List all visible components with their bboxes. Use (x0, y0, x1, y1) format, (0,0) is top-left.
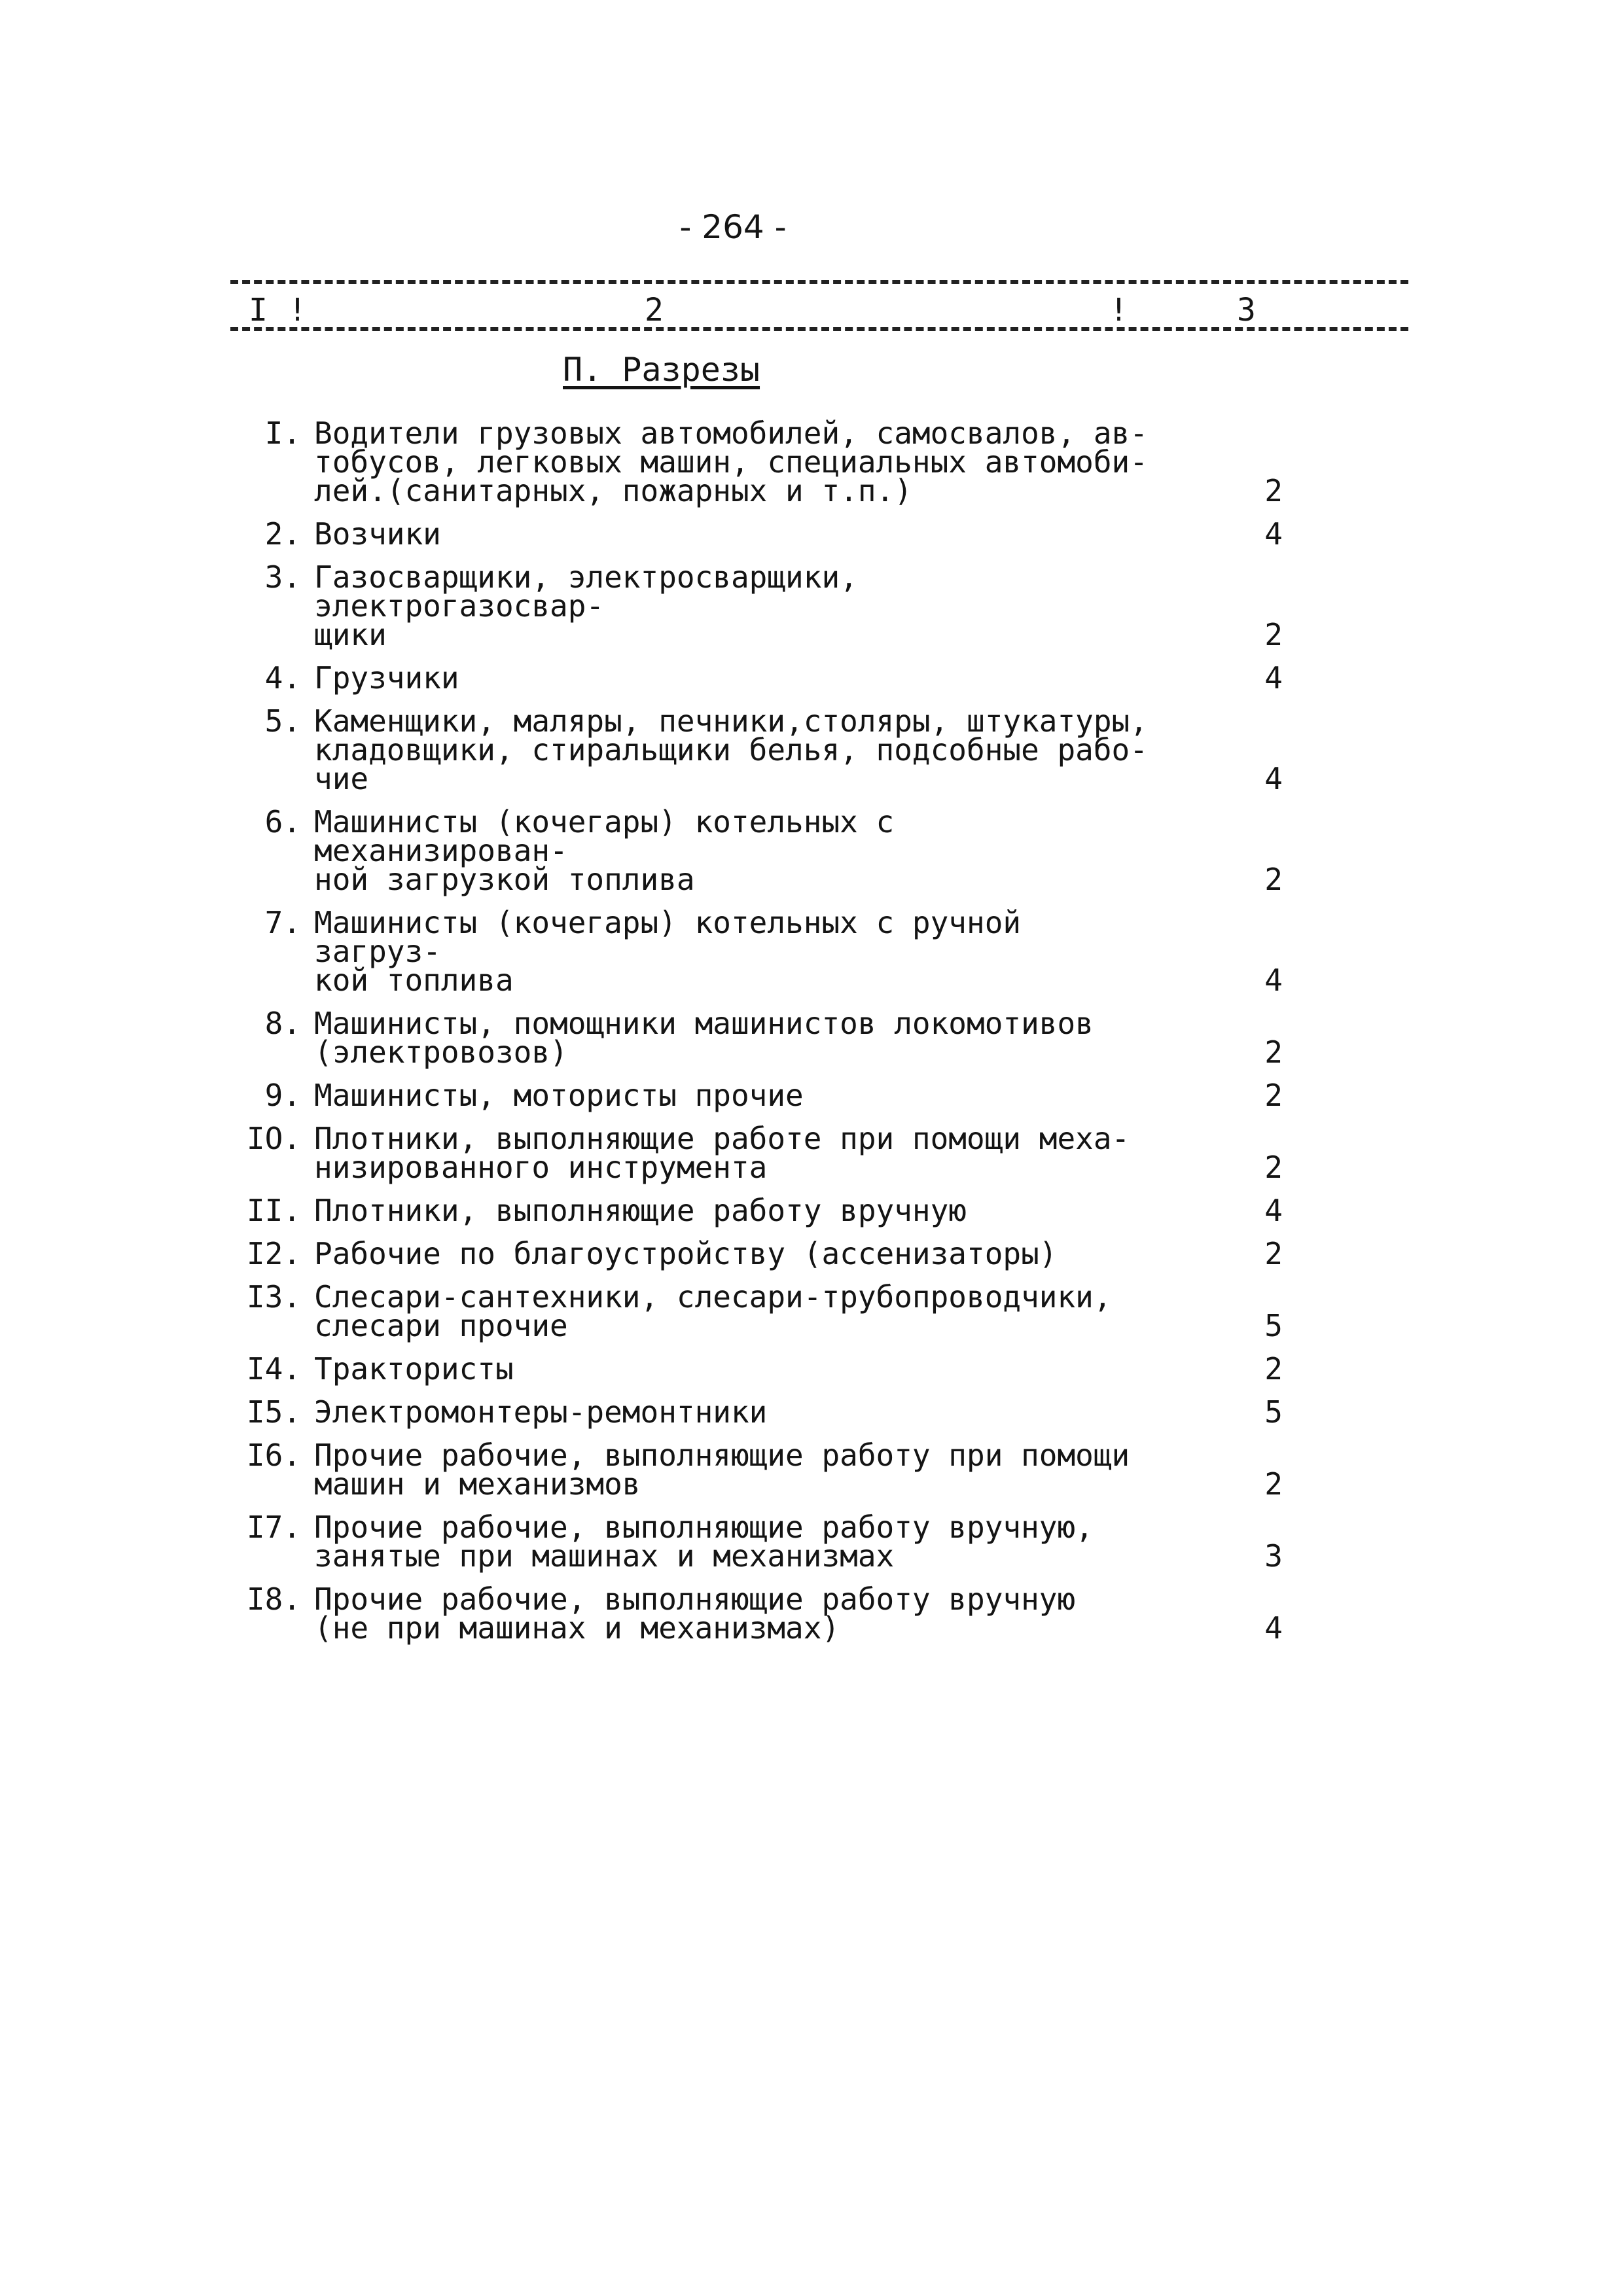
item-text: Машинисты, помощники машинистов локомотивов (электровозов) (314, 1006, 1094, 1070)
list-item (223, 1510, 1296, 1574)
item-value: 4 (1264, 660, 1283, 696)
item-number: 9. (264, 1078, 301, 1113)
list-item (223, 1438, 1296, 1502)
item-number: 6. (264, 804, 301, 839)
item-text: Электромонтеры-ремонтники (314, 1394, 768, 1430)
list-item (223, 804, 1296, 897)
item-value: 5 (1264, 1308, 1283, 1343)
item-value: 4 (1264, 1193, 1283, 1228)
item-text: Прочие рабочие, выполняющие работу вручную (не при машинах и механизмах) (314, 1581, 1076, 1646)
item-value: 2 (1264, 1078, 1283, 1113)
list-item (223, 516, 1296, 552)
item-number: I8. (246, 1581, 301, 1617)
item-text: Рабочие по благоустройству (ассенизаторы) (314, 1236, 1058, 1271)
item-value: 5 (1264, 1394, 1283, 1430)
list-item (223, 415, 1296, 508)
item-number: I3. (246, 1279, 301, 1315)
list-item (223, 660, 1296, 696)
item-number: II. (246, 1193, 301, 1228)
item-number: 8. (264, 1006, 301, 1041)
item-number: 4. (264, 660, 301, 696)
item-number: 5. (264, 703, 301, 739)
item-text: Возчики (314, 516, 441, 552)
item-text: Прочие рабочие, выполняющие работу при помощи машин и механизмов (314, 1438, 1130, 1502)
list-item (223, 1394, 1296, 1430)
item-text: Газосварщики, электросварщики, электрогазосвар- щики (314, 559, 858, 652)
list-item (223, 703, 1296, 796)
item-value: 4 (1264, 516, 1283, 552)
item-text: Плотники, выполняющие работу вручную (314, 1193, 967, 1228)
list-item (223, 1006, 1296, 1070)
item-number: I6. (246, 1438, 301, 1473)
item-text: Машинисты, мотористы прочие (314, 1078, 804, 1113)
item-value: 2 (1264, 1150, 1283, 1185)
item-number: I5. (246, 1394, 301, 1430)
item-text: Водители грузовых автомобилей, самосвалов, ав- тобусов, легковых машин, специальных автомоби- лей.(санитарных, пожарных и т.п.) (314, 415, 1148, 508)
item-text: Машинисты (кочегары) котельных с ручной загруз- кой топлива (314, 905, 1022, 998)
column-separator-2: ! (1109, 292, 1128, 328)
list-item (223, 1236, 1296, 1271)
item-number: 3. (264, 559, 301, 595)
column-header-3: 3 (1237, 292, 1256, 328)
item-number: I2. (246, 1236, 301, 1271)
item-text: Трактористы (314, 1351, 514, 1386)
item-text: Слесари-сантехники, слесари-трубопроводчики, слесари прочие (314, 1279, 1112, 1343)
column-header-2: 2 (645, 292, 664, 328)
item-text: Плотники, выполняющие работе при помощи меха- низированного инструмента (314, 1121, 1130, 1185)
item-value: 2 (1264, 862, 1283, 897)
item-number: 7. (264, 905, 301, 940)
item-value: 2 (1264, 1236, 1283, 1271)
item-number: 2. (264, 516, 301, 552)
item-value: 2 (1264, 473, 1283, 508)
item-text: Машинисты (кочегары) котельных с механизирован- ной загрузкой топлива (314, 804, 895, 897)
list-item (223, 1279, 1296, 1343)
item-value: 2 (1264, 617, 1283, 652)
item-text: Каменщики, маляры, печники,столяры, штукатуры, кладовщики, стиральщики белья, подсобные рабо- чие (314, 703, 1148, 796)
item-value: 2 (1264, 1034, 1283, 1070)
list-item (223, 1581, 1296, 1646)
item-number: IO. (246, 1121, 301, 1156)
list-item (223, 905, 1296, 998)
section-title: П. Разрезы (563, 351, 760, 389)
item-value: 4 (1264, 1610, 1283, 1646)
list-item (223, 1351, 1296, 1386)
column-header-1: I (249, 292, 268, 328)
item-text: Грузчики (314, 660, 459, 696)
page-number: - 264 - (679, 208, 787, 246)
item-number: I4. (246, 1351, 301, 1386)
table-header-rule (230, 327, 1408, 331)
list-item (223, 1078, 1296, 1113)
item-number: I7. (246, 1510, 301, 1545)
occupation-list (223, 415, 1296, 1657)
item-number: I. (264, 415, 301, 451)
item-value: 2 (1264, 1351, 1283, 1386)
table-top-rule (230, 280, 1408, 284)
column-separator-1: ! (288, 292, 307, 328)
item-value: 4 (1264, 761, 1283, 796)
list-item (223, 559, 1296, 652)
item-text: Прочие рабочие, выполняющие работу вручную, занятые при машинах и механизмах (314, 1510, 1094, 1574)
item-value: 4 (1264, 963, 1283, 998)
item-value: 3 (1264, 1538, 1283, 1574)
item-value: 2 (1264, 1466, 1283, 1502)
list-item (223, 1121, 1296, 1185)
list-item (223, 1193, 1296, 1228)
